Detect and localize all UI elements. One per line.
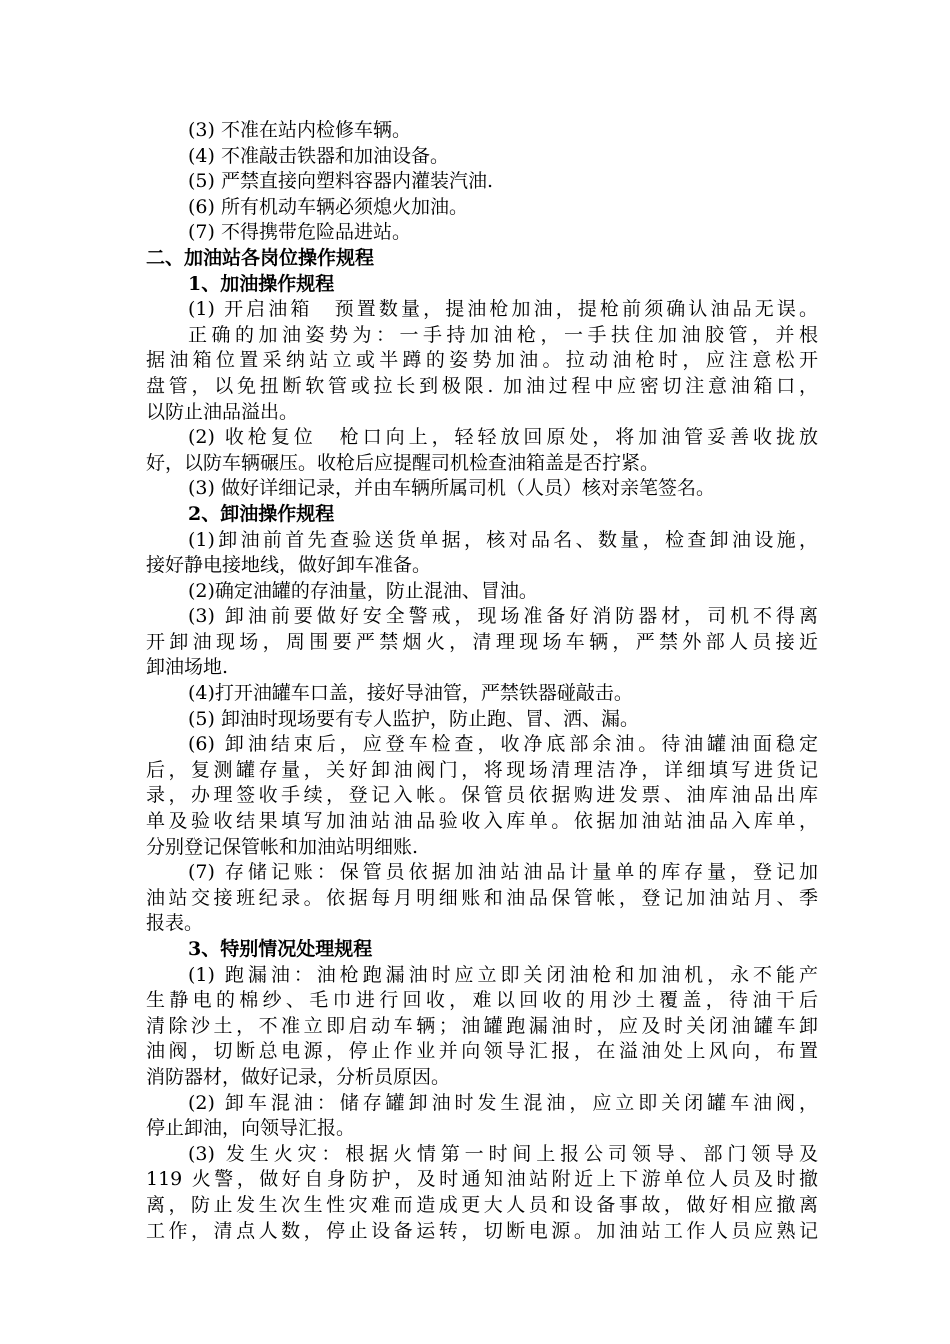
section-heading: 二、加油站各岗位操作规程 xyxy=(146,246,375,269)
paragraph-line: 消防器材，做好记录，分析员原因。 xyxy=(146,1065,451,1088)
paragraph-line: (2) 收枪复位 枪口向上，轻轻放回原处，将加油管妥善收拢放 xyxy=(188,426,818,449)
paragraph-line: 单及验收结果填写加油站油品验收入库单。依据加油站油品入库单， xyxy=(146,810,818,833)
paragraph-line: (1) 跑漏油：油枪跑漏油时应立即关闭油枪和加油机，永不能产 xyxy=(188,963,818,986)
paragraph-line: 盘管，以免扭断软管或拉长到极限. 加油过程中应密切注意油箱口， xyxy=(146,374,818,397)
paragraph-line: (6) 卸油结束后，应登车检查，收净底部余油。待油罐油面稳定 xyxy=(188,733,818,756)
paragraph-line: 工作，清点人数，停止设备运转，切断电源。加油站工作人员应熟记 xyxy=(146,1219,818,1242)
paragraph-line: 生静电的棉纱、毛巾进行回收，难以回收的用沙土覆盖，待油干后 xyxy=(146,989,818,1012)
subsection-heading: 2、卸油操作规程 xyxy=(188,502,335,525)
paragraph-line: 好，以防车辆碾压。收枪后应提醒司机检查油箱盖是否拧紧。 xyxy=(146,451,660,474)
paragraph-line: 油站交接班纪录。依据每月明细账和油品保管帐，登记加油站月、季 xyxy=(146,886,818,909)
paragraph-line: 报表。 xyxy=(146,912,204,935)
paragraph-line: 据油箱位置采纳站立或半蹲的姿势加油。拉动油枪时，应注意松开 xyxy=(146,349,818,372)
paragraph-line: 卸油场地. xyxy=(146,656,229,679)
paragraph-line: 分别登记保管帐和加油站明细账. xyxy=(146,835,419,858)
paragraph-line: 后，复测罐存量，关好卸油阀门，将现场清理洁净，详细填写进货记 xyxy=(146,758,818,781)
paragraph-line: (5) 卸油时现场要有专人监护，防止跑、冒、洒、漏。 xyxy=(188,707,639,730)
paragraph-line: 开卸油现场，周围要严禁烟火，清理现场车辆，严禁外部人员接近 xyxy=(146,630,818,653)
paragraph-line: 以防止油品溢出。 xyxy=(146,400,299,423)
paragraph-line: 录，办理签收手续，登记入帐。保管员依据购进发票、油库油品出库 xyxy=(146,784,818,807)
list-item: (5) 严禁直接向塑料容器内灌装汽油. xyxy=(188,170,493,193)
paragraph-line: 离，防止发生次生性灾难而造成更大人员和设备事故，做好相应撤离 xyxy=(146,1193,818,1216)
paragraph-line: 119 火警，做好自身防护，及时通知油站附近上下游单位人员及时撤 xyxy=(146,1168,818,1191)
paragraph-line: (3) 卸油前要做好安全警戒，现场准备好消防器材，司机不得离 xyxy=(188,605,818,628)
paragraph-line: 停止卸油，向领导汇报。 xyxy=(146,1117,356,1140)
paragraph-line: (7) 存储记账：保管员依据加油站油品计量单的库存量，登记加 xyxy=(188,861,818,884)
list-item: (6) 所有机动车辆必须熄火加油。 xyxy=(188,195,468,218)
paragraph-line: 正确的加油姿势为：一手持加油枪，一手扶住加油胶管，并根 xyxy=(188,323,818,346)
paragraph-line: 清除沙土，不准立即启动车辆；油罐跑漏油时，应及时关闭油罐车卸 xyxy=(146,1014,818,1037)
list-item: (4) 不准敲击铁器和加油设备。 xyxy=(188,144,449,167)
paragraph-line: (3) 发生火灾：根据火情第一时间上报公司领导、部门领导及 xyxy=(188,1142,818,1165)
subsection-heading: 1、加油操作规程 xyxy=(188,272,335,295)
document-body xyxy=(146,118,818,1244)
paragraph-line: 油阀，切断总电源，停止作业并向领导汇报，在溢油处上风向，布置 xyxy=(146,1040,818,1063)
paragraph-line: (4)打开油罐车口盖，接好导油管，严禁铁器碰敲击。 xyxy=(188,682,633,705)
paragraph-line: (3) 做好详细记录，并由车辆所属司机（人员）核对亲笔签名。 xyxy=(188,477,715,500)
list-item: (3) 不准在站内检修车辆。 xyxy=(188,119,411,141)
paragraph-line: 接好静电接地线，做好卸车准备。 xyxy=(146,554,432,577)
list-item: (7) 不得携带危险品进站。 xyxy=(188,221,411,244)
paragraph-line: (2) 卸车混油：储存罐卸油时发生混油，应立即关闭罐车油阀， xyxy=(188,1091,818,1114)
paragraph-line: (2)确定油罐的存油量，防止混油、冒油。 xyxy=(188,579,538,602)
paragraph-line: (1) 开启油箱 预置数量，提油枪加油，提枪前须确认油品无误。 xyxy=(188,298,818,321)
subsection-heading: 3、特别情况处理规程 xyxy=(188,938,373,960)
paragraph-line: (1)卸油前首先查验送货单据，核对品名、数量，检查卸油设施， xyxy=(188,528,818,551)
